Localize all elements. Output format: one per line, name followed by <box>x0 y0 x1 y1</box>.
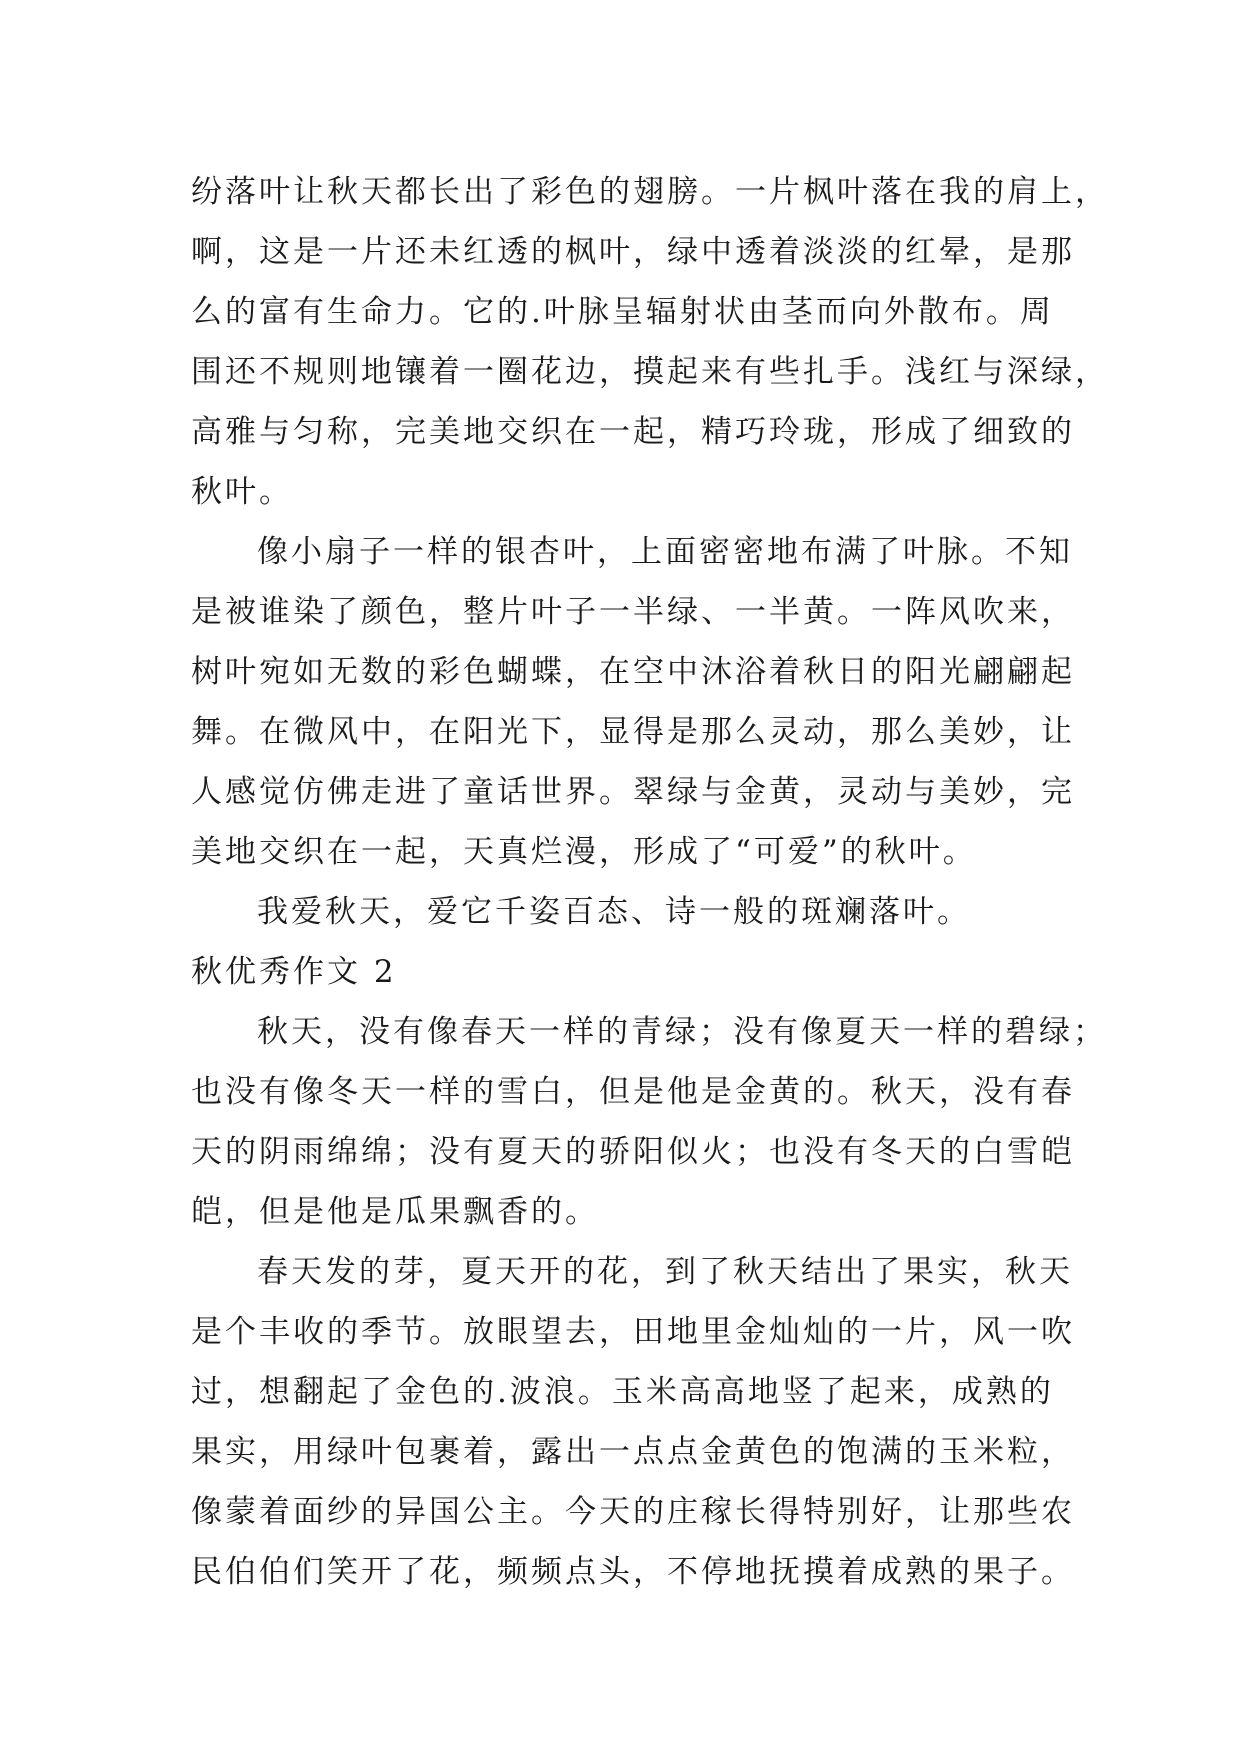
text-line: 皑，但是他是瓜果飘香的。 <box>191 1194 599 1230</box>
text-line: 秋叶。 <box>191 474 293 510</box>
text-line: 树叶宛如无数的彩色蝴蝶，在空中沐浴着秋日的阳光翩翩起 <box>191 654 1075 690</box>
text-line: 纷落叶让秋天都长出了彩色的翅膀。一片枫叶落在我的肩上， <box>191 174 1109 210</box>
text-line: 围还不规则地镶着一圈花边，摸起来有些扎手。浅红与深绿， <box>191 354 1109 390</box>
text-line: 秋优秀作文 2 <box>191 954 397 990</box>
text-line: 民伯伯们笑开了花，频频点头，不停地抚摸着成熟的果子。 <box>191 1554 1075 1590</box>
text-line: 像小扇子一样的银杏叶，上面密密地布满了叶脉。不知 <box>257 534 1073 570</box>
text-line: 过，想翻起了金色的.波浪。玉米高高地竖了起来，成熟的 <box>191 1374 1054 1410</box>
text-line: 秋天，没有像春天一样的青绿；没有像夏天一样的碧绿； <box>257 1014 1107 1050</box>
text-line: 啊，这是一片还未红透的枫叶，绿中透着淡淡的红晕，是那 <box>191 234 1075 270</box>
text-line: 果实，用绿叶包裹着，露出一点点金黄色的饱满的玉米粒， <box>191 1434 1075 1470</box>
text-line: 舞。在微风中，在阳光下，显得是那么灵动，那么美妙，让 <box>191 714 1075 750</box>
text-line: 美地交织在一起，天真烂漫，形成了“可爱”的秋叶。 <box>191 834 977 870</box>
text-line: 是个丰收的季节。放眼望去，田地里金灿灿的一片，风一吹 <box>191 1314 1075 1350</box>
text-line: 是被谁染了颜色，整片叶子一半绿、一半黄。一阵风吹来， <box>191 594 1075 630</box>
text-line: 么的富有生命力。它的.叶脉呈辐射状由茎而向外散布。周 <box>191 294 1054 330</box>
text-line: 像蒙着面纱的异国公主。今天的庄稼长得特别好，让那些农 <box>191 1494 1075 1530</box>
text-line: 人感觉仿佛走进了童话世界。翠绿与金黄，灵动与美妙，完 <box>191 774 1075 810</box>
document-body <box>191 162 1109 1602</box>
text-line: 高雅与匀称，完美地交织在一起，精巧玲珑，形成了细致的 <box>191 414 1075 450</box>
text-line: 也没有像冬天一样的雪白，但是他是金黄的。秋天，没有春 <box>191 1074 1075 1110</box>
text-line: 天的阴雨绵绵；没有夏天的骄阳似火；也没有冬天的白雪皑 <box>191 1134 1075 1170</box>
text-line: 我爱秋天，爱它千姿百态、诗一般的斑斓落叶。 <box>257 894 971 930</box>
text-line: 春天发的芽，夏天开的花，到了秋天结出了果实，秋天 <box>257 1254 1073 1290</box>
